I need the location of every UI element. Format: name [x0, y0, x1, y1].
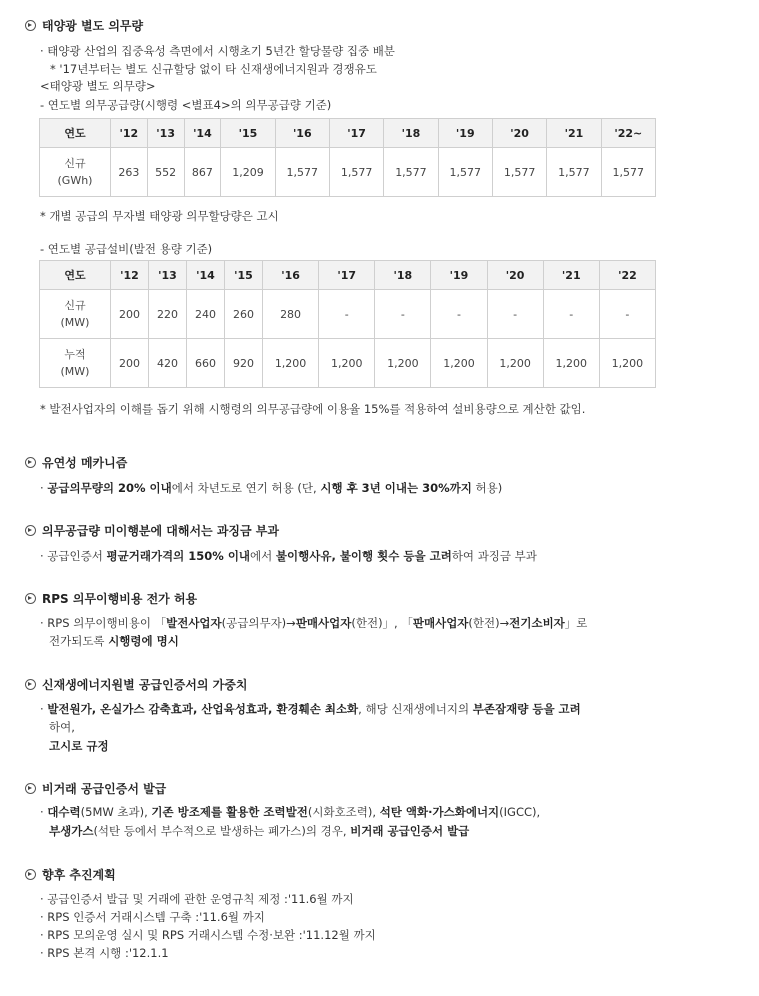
table-row	[40, 148, 656, 197]
table-cell: -	[319, 290, 375, 339]
nontrade-line-1	[40, 804, 540, 820]
text-run: (시화호조력),	[307, 805, 380, 819]
text-run: (공급의무자)→	[221, 616, 296, 630]
table-cell: 1,200	[263, 339, 319, 388]
row-label-top: 신규	[64, 299, 86, 312]
text-run: (석탄 등에서 부수적으로 발생하는 폐가스)의 경우,	[93, 824, 351, 838]
bold-run: 판매사업자	[295, 616, 352, 630]
section-title-text: 의무공급량 미이행분에 대해서는 과징금 부과	[42, 523, 279, 538]
penalty-text	[40, 548, 537, 564]
section-title-text: 신재생에너지원별 공급인증서의 가중치	[42, 677, 248, 692]
text-run: ·	[40, 702, 48, 716]
table-cell: 200	[111, 339, 149, 388]
text-run: (한전)→	[468, 616, 510, 630]
row-label	[40, 290, 111, 339]
bullet-arrow-icon	[25, 525, 36, 536]
text-run: 」로	[564, 616, 588, 630]
row-label-unit: (MW)	[60, 365, 90, 378]
table-cell: 1,577	[329, 148, 383, 197]
row-label-unit: (MW)	[60, 316, 90, 329]
flexibility-text	[40, 480, 502, 496]
text-run: · RPS 의무이행비용이 「	[40, 616, 167, 630]
text-run: 에서	[250, 549, 276, 563]
table-cell: 420	[149, 339, 187, 388]
text-run: (한전)」, 「	[351, 616, 413, 630]
text-run: · 공급인증서	[40, 549, 107, 563]
table-cell: 1,577	[384, 148, 438, 197]
table-header-cell: '22~	[601, 119, 655, 148]
bold-run: 발전원가, 온실가스 감축효과, 산업육성효과, 환경훼손 최소화	[47, 702, 359, 716]
section-title	[25, 454, 127, 470]
weighting-line-3: 고시로 규정	[49, 739, 109, 753]
bullet-arrow-icon	[25, 593, 36, 604]
table-header-cell: '17	[319, 261, 375, 290]
table-cell: -	[375, 290, 431, 339]
text-run: ·	[40, 481, 48, 495]
section-title-text: 향후 추진계획	[42, 867, 116, 882]
table-row	[40, 339, 656, 388]
section-title-text: 비거래 공급인증서 발급	[42, 781, 167, 796]
table-header-cell: '20	[492, 119, 546, 148]
solar-note-2: * 발전사업자의 이해를 돕기 위해 시행령의 의무공급량에 이용율 15%를 적용하여 설비용량으로 계산한 값임.	[40, 402, 586, 416]
section-flexibility	[25, 454, 127, 470]
table-cell: 200	[111, 290, 149, 339]
bold-run: 전기소비자	[509, 616, 565, 630]
table-header-cell: '18	[375, 261, 431, 290]
table-cell: 1,200	[487, 339, 543, 388]
bold-run: 시행령에 명시	[108, 634, 179, 648]
weighting-line-2: 하여,	[49, 720, 75, 734]
table-cell: -	[543, 290, 599, 339]
table-header-cell: '19	[438, 119, 492, 148]
bold-run: 대수력	[47, 805, 81, 819]
section-cost-transfer	[25, 590, 197, 606]
text-run: (IGCC),	[499, 805, 541, 819]
nontrade-line-2	[49, 823, 469, 839]
table-header-cell: '15	[225, 261, 263, 290]
table-cell: 220	[149, 290, 187, 339]
table-header-cell: '19	[431, 261, 487, 290]
table-header-cell: '22	[599, 261, 655, 290]
section-title-text: 유연성 메카니즘	[42, 455, 128, 470]
table-cell: 263	[111, 148, 148, 197]
table-header-cell: '14	[184, 119, 221, 148]
table-header-cell: '16	[275, 119, 329, 148]
table-header-cell: '14	[187, 261, 225, 290]
section-title	[25, 522, 279, 538]
bold-run: 평균거래가격의 150% 이내	[106, 549, 251, 563]
solar-obligation-table	[39, 118, 656, 197]
solar-line-2: * '17년부터는 별도 신규할당 없이 타 신재생에너지원과 경쟁유도	[50, 62, 377, 76]
table-header-cell: 연도	[40, 119, 111, 148]
text-run: 허용)	[471, 481, 503, 495]
section-title-text: RPS 의무이행비용 전가 허용	[42, 591, 198, 606]
weighting-line-1	[40, 701, 581, 717]
row-label-unit: (GWh)	[57, 174, 93, 187]
table-header-cell: '17	[329, 119, 383, 148]
table-header-cell: '18	[384, 119, 438, 148]
table-header-cell: '21	[543, 261, 599, 290]
table-row	[40, 290, 656, 339]
table-header-cell: 연도	[40, 261, 111, 290]
table-cell: 1,577	[547, 148, 601, 197]
bold-run: 부생가스	[49, 824, 94, 838]
table-cell: 260	[225, 290, 263, 339]
table-cell: 552	[147, 148, 184, 197]
table-cell: -	[599, 290, 655, 339]
table-cell: 1,200	[319, 339, 375, 388]
plan-item: · RPS 본격 시행 :'12.1.1	[40, 946, 169, 960]
section-weighting	[25, 676, 247, 692]
section-nontrade-cert	[25, 780, 166, 796]
table-cell: 1,200	[431, 339, 487, 388]
table-header-cell: '13	[149, 261, 187, 290]
table-cell: 1,577	[492, 148, 546, 197]
bullet-arrow-icon	[25, 20, 36, 31]
row-label	[40, 148, 111, 197]
text-run: ·	[40, 805, 48, 819]
solar-capacity-table	[39, 260, 656, 388]
table-cell: 1,200	[543, 339, 599, 388]
bold-run: 기존 방조제를 활용한 조력발전	[151, 805, 308, 819]
table-header-cell: '12	[111, 261, 149, 290]
text-run: , 해당 신재생에너지의	[358, 702, 473, 716]
text-run: (5MW 초과),	[80, 805, 152, 819]
section-title	[25, 866, 116, 882]
cost-transfer-line-1	[40, 615, 587, 631]
row-label	[40, 339, 111, 388]
text-run: 하여 과징금 부과	[451, 549, 537, 563]
table-cell: 920	[225, 339, 263, 388]
bold-run: 부존잠재량 등을 고려	[472, 702, 581, 716]
solar-note-1: * 개별 공급의 무자별 태양광 의무할당량은 고시	[40, 209, 279, 223]
bold-run: 비거래 공급인증서 발급	[350, 824, 470, 838]
table-cell: 1,200	[599, 339, 655, 388]
section-solar	[25, 17, 143, 33]
section-title	[25, 590, 197, 606]
table-header-cell: '16	[263, 261, 319, 290]
table-cell: 1,577	[275, 148, 329, 197]
table-header-cell: '20	[487, 261, 543, 290]
table-cell: 1,200	[375, 339, 431, 388]
section-title	[25, 17, 143, 33]
bullet-arrow-icon	[25, 783, 36, 794]
text-run: 전가되도록	[49, 634, 109, 648]
bullet-arrow-icon	[25, 869, 36, 880]
bold-run: 불이행사유, 불이행 횟수 등을 고려	[275, 549, 452, 563]
table-header-cell: '12	[111, 119, 148, 148]
bullet-arrow-icon	[25, 457, 36, 468]
bold-run: 석탄 액화·가스화에너지	[379, 805, 500, 819]
plan-item: · 공급인증서 발급 및 거래에 관한 운영규칙 제정 :'11.6월 까지	[40, 892, 354, 906]
table-cell: 1,577	[601, 148, 655, 197]
table-header-cell: '21	[547, 119, 601, 148]
section-title-text: 태양광 별도 의무량	[42, 18, 144, 33]
solar-line-3: <태양광 별도 의무량>	[40, 79, 156, 93]
table-cell: 240	[187, 290, 225, 339]
section-future-plan	[25, 866, 116, 882]
solar-line-4: - 연도별 의무공급량(시행령 <별표4>의 의무공급량 기준)	[40, 98, 332, 112]
table-header-cell: '13	[147, 119, 184, 148]
bullet-arrow-icon	[25, 679, 36, 690]
bold-run: 판매사업자	[412, 616, 469, 630]
table-cell: 660	[187, 339, 225, 388]
table-cell: 280	[263, 290, 319, 339]
text-run: 에서 차년도로 연기 허용 (단,	[171, 481, 321, 495]
solar-line-5: - 연도별 공급설비(발전 용량 기준)	[40, 242, 213, 256]
row-label-top: 신규	[64, 157, 86, 170]
cost-transfer-line-2	[49, 633, 179, 649]
table-header-cell: '15	[221, 119, 275, 148]
bold-run: 시행 후 3년 이내는 30%까지	[320, 481, 472, 495]
section-title	[25, 676, 247, 692]
table-header-row	[40, 261, 656, 290]
bold-run: 공급의무량의 20% 이내	[47, 481, 172, 495]
plan-item: · RPS 모의운영 실시 및 RPS 거래시스템 수정·보완 :'11.12월 까지	[40, 928, 376, 942]
row-label-top: 누적	[64, 348, 86, 361]
table-cell: 1,209	[221, 148, 275, 197]
bold-run: 발전사업자	[166, 616, 222, 630]
section-title	[25, 780, 166, 796]
table-cell: 1,577	[438, 148, 492, 197]
section-penalty	[25, 522, 279, 538]
plan-item: · RPS 인증서 거래시스템 구축 :'11.6월 까지	[40, 910, 265, 924]
table-cell: -	[487, 290, 543, 339]
table-cell: 867	[184, 148, 221, 197]
table-header-row	[40, 119, 656, 148]
table-cell: -	[431, 290, 487, 339]
solar-line-1: · 태양광 산업의 집중육성 측면에서 시행초기 5년간 할당물량 집중 배분	[40, 44, 395, 58]
